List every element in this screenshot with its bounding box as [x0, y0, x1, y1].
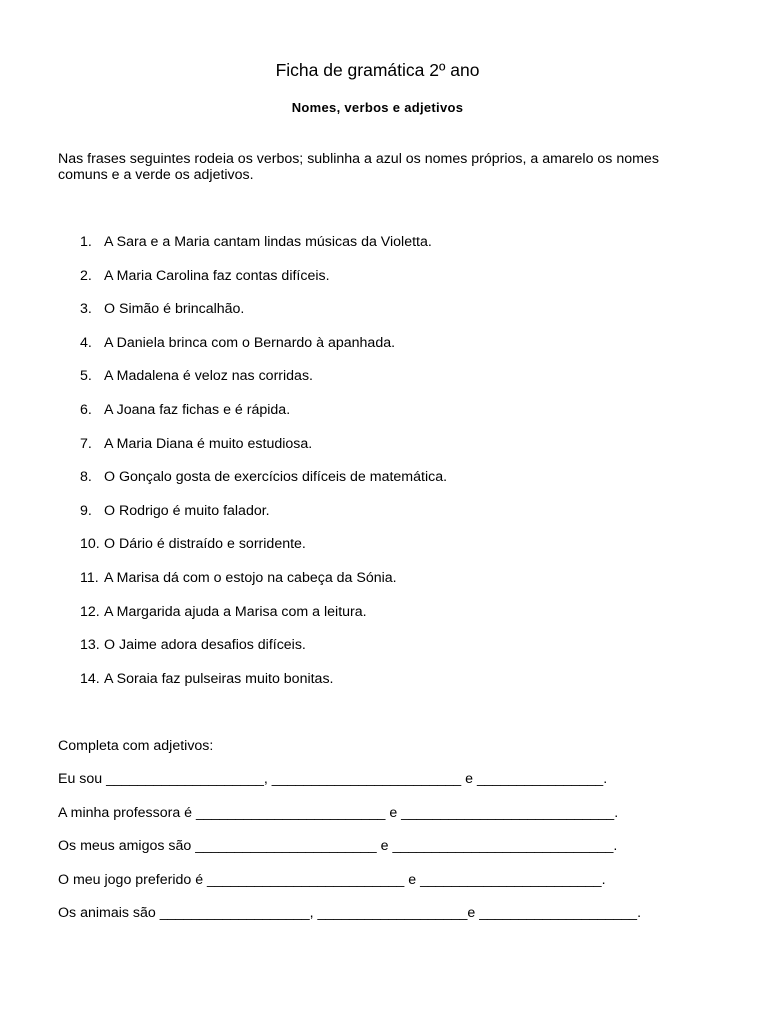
page-title: Ficha de gramática 2º ano [275, 60, 480, 80]
list-item-sentence: A Madalena é veloz nas corridas. [104, 368, 313, 385]
list-item-sentence: A Margarida ajuda a Marisa com a leitura. [104, 603, 367, 620]
list-item-number: 3. [80, 301, 92, 318]
list-item-sentence: A Soraia faz pulseiras muito bonitas. [104, 670, 334, 687]
list-item [0, 570, 768, 604]
list-item-sentence: O Gonçalo gosta de exercícios difíceis de matemática. [104, 469, 448, 486]
list-item-sentence: A Sara e a Maria cantam lindas músicas da Violetta. [104, 234, 432, 250]
list-item-number: 6. [80, 401, 92, 418]
fill-in-line: O meu jogo preferido é _________________________ e _______________________. [58, 871, 606, 888]
list-item-number: 2. [80, 267, 92, 284]
list-item-sentence: A Maria Diana é muito estudiosa. [104, 435, 313, 452]
list-item-number: 4. [80, 334, 92, 351]
list-item [0, 301, 768, 335]
list-item-sentence: O Rodrigo é muito falador. [104, 502, 270, 519]
list-item [0, 469, 768, 503]
list-item-number: 10. [80, 536, 100, 553]
list-item-number: 12. [80, 603, 100, 620]
list-item [0, 637, 768, 671]
instructions-paragraph: Nas frases seguintes rodeia os verbos; sublinha a azul os nomes próprios, a amarelo os nomes comuns e a verde os adjetivos. [58, 151, 659, 183]
list-item [0, 503, 768, 537]
sentence-list [0, 234, 768, 704]
list-item-number: 11. [80, 569, 99, 586]
list-item [0, 234, 768, 268]
fill-in-line: A minha professora é ________________________ e ___________________________. [58, 804, 619, 821]
list-item [0, 436, 768, 470]
list-item [0, 402, 768, 436]
list-item-number: 13. [80, 637, 100, 654]
list-item-number: 1. [80, 234, 92, 250]
list-item [0, 671, 768, 705]
list-item [0, 368, 768, 402]
list-item-number: 9. [80, 502, 92, 519]
complete-heading: Completa com adjetivos: [58, 738, 214, 754]
list-item-sentence: O Jaime adora desafios difíceis. [104, 637, 306, 654]
list-item [0, 604, 768, 638]
list-item-sentence: O Dário é distraído e sorridente. [104, 536, 306, 553]
list-item [0, 268, 768, 302]
list-item-sentence: O Simão é brincalhão. [104, 301, 245, 318]
list-item-number: 8. [80, 469, 92, 486]
page-subtitle: Nomes, verbos e adjetivos [291, 100, 464, 115]
list-item [0, 536, 768, 570]
fill-in-line: Os animais são ___________________, ___________________e ____________________. [58, 905, 642, 922]
list-item-sentence: A Joana faz fichas e é rápida. [104, 401, 291, 418]
fill-in-line: Eu sou ____________________, ________________________ e ________________. [58, 771, 608, 787]
fill-in-line: Os meus amigos são _______________________ e ____________________________. [58, 838, 618, 855]
list-item-number: 7. [80, 435, 92, 452]
list-item-sentence: A Maria Carolina faz contas difíceis. [104, 267, 330, 284]
list-item-number: 5. [80, 368, 92, 385]
list-item [0, 335, 768, 369]
list-item-sentence: A Marisa dá com o estojo na cabeça da Sónia. [104, 569, 397, 586]
list-item-sentence: A Daniela brinca com o Bernardo à apanhada. [104, 334, 396, 351]
list-item-number: 14. [80, 670, 100, 687]
fill-in-lines [58, 771, 718, 939]
